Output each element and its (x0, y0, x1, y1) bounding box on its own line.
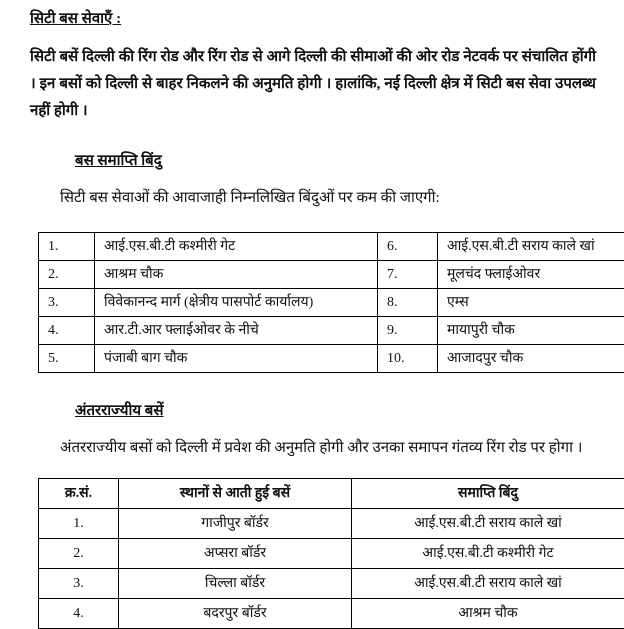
serial-cell: 8. (378, 289, 438, 317)
table-row (39, 289, 624, 317)
serial-cell: 3. (39, 569, 119, 599)
table-row (39, 261, 624, 289)
interstate-buses-table (38, 478, 624, 629)
column-header-termination: समाप्ति बिंदु (352, 479, 624, 509)
table-row (39, 233, 624, 261)
serial-cell: 5. (39, 345, 95, 373)
origin-cell: चिल्ला बॉर्डर (119, 569, 352, 599)
serial-cell: 4. (39, 317, 95, 345)
origin-cell: अप्सरा बॉर्डर (119, 539, 352, 569)
intro-paragraph: सिटी बसें दिल्ली की रिंग रोड और रिंग रोड से आगे दिल्ली की सीमाओं की ओर रोड नेटवर्क पर संचालित होंगी । इन बसों को दिल्ली से बाहर निकलने की अनुमति होगी । हालांकि, नई दिल्ली क्षेत्र में सिटी बस सेवा उपलब्ध नहीं होगी । (30, 44, 596, 125)
origin-cell: बदरपुर बॉर्डर (119, 599, 352, 629)
place-cell: आर.टी.आर फ्लाईओवर के नीचे (95, 317, 378, 345)
interstate-section-heading: अंतरराज्यीय बसें (75, 401, 596, 421)
serial-cell: 6. (378, 233, 438, 261)
table-row (39, 345, 624, 373)
termination-cell: आई.एस.बी.टी सराय काले खां (352, 569, 624, 599)
table-row (39, 569, 624, 599)
place-cell: पंजाबी बाग चौक (95, 345, 378, 373)
serial-cell: 4. (39, 599, 119, 629)
termination-section-description: सिटी बस सेवाओं की आवाजाही निम्नलिखित बिंदुओं पर कम की जाएगी: (60, 187, 596, 209)
termination-section-heading: बस समाप्ति बिंदु (75, 151, 596, 171)
table-row (39, 509, 624, 539)
place-cell: विवेकानन्द मार्ग (क्षेत्रीय पासपोर्ट कार्यालय) (95, 289, 378, 317)
page-title: सिटी बस सेवाएँ : (30, 8, 596, 30)
termination-cell: आश्रम चौक (352, 599, 624, 629)
serial-cell: 1. (39, 233, 95, 261)
termination-cell: आई.एस.बी.टी सराय काले खां (352, 509, 624, 539)
serial-cell: 9. (378, 317, 438, 345)
table-row (39, 317, 624, 345)
termination-cell: आई.एस.बी.टी कश्मीरी गेट (352, 539, 624, 569)
column-header-serial: क्र.सं. (39, 479, 119, 509)
place-cell: मूलचंद फ्लाईओवर (438, 261, 624, 289)
place-cell: आई.एस.बी.टी कश्मीरी गेट (95, 233, 378, 261)
place-cell: आई.एस.बी.टी सराय काले खां (438, 233, 624, 261)
serial-cell: 2. (39, 539, 119, 569)
serial-cell: 2. (39, 261, 95, 289)
serial-cell: 1. (39, 509, 119, 539)
place-cell: आजादपुर चौक (438, 345, 624, 373)
section-gap (30, 373, 596, 401)
table-row (39, 599, 624, 629)
origin-cell: गाजीपुर बॉर्डर (119, 509, 352, 539)
serial-cell: 10. (378, 345, 438, 373)
interstate-section-description: अंतरराज्यीय बसों को दिल्ली में प्रवेश की अनुमति होगी और उनका समापन गंतव्य रिंग रोड पर होगा । (60, 437, 596, 459)
serial-cell: 7. (378, 261, 438, 289)
place-cell: एम्स (438, 289, 624, 317)
column-header-origin: स्थानों से आती हुई बसें (119, 479, 352, 509)
serial-cell: 3. (39, 289, 95, 317)
table-row (39, 539, 624, 569)
place-cell: आश्रम चौक (95, 261, 378, 289)
place-cell: मायापुरी चौक (438, 317, 624, 345)
termination-points-table (38, 232, 624, 373)
table-header-row (39, 479, 624, 509)
